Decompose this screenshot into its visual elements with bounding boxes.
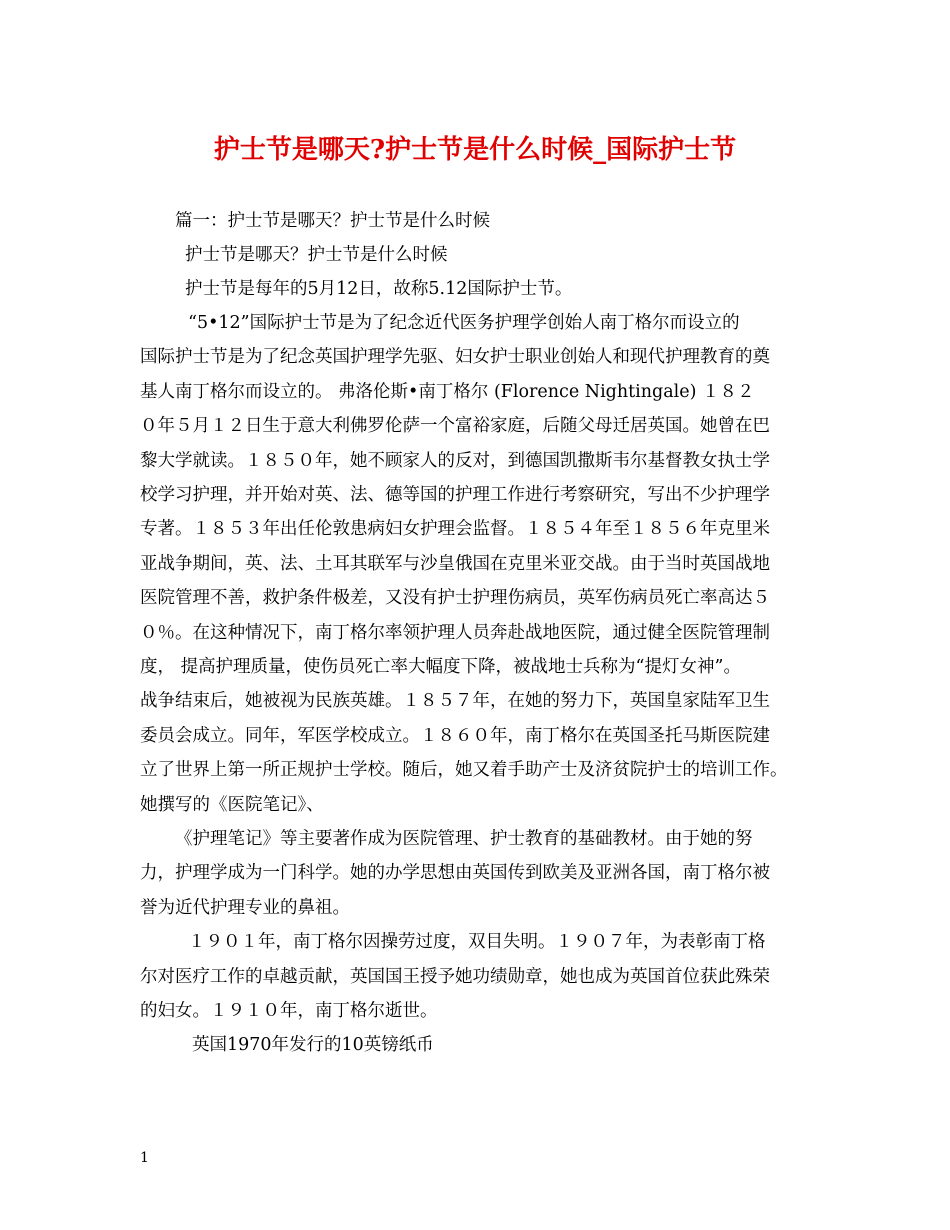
page-number: 1 (140, 1150, 149, 1166)
document-title: 护士节是哪天?护士节是什么时候_国际护士节 (213, 135, 737, 165)
body-line: 《护理笔记》等主要著作成为医院管理、护士教育的基础教材。由于她的努 (175, 829, 753, 849)
body-line: 力，护理学成为一门科学。她的办学思想由英国传到欧美及亚洲各国，南丁格尔被 (140, 863, 770, 883)
body-line: 英国1970年发行的10英镑纸币 (192, 1035, 434, 1055)
body-line: 黎大学就读。１８５０年，她不顾家人的反对，到德国凯撒斯韦尔基督教女执士学 (140, 451, 770, 471)
body-line: ０％。在这种情况下，南丁格尔率领护理人员奔赴战地医院，通过健全医院管理制 (140, 623, 770, 643)
body-line: １９０１年，南丁格尔因操劳过度，双目失明。１９０７年，为表彰南丁格 (188, 932, 766, 952)
body-line: 医院管理不善，救护条件极差，又没有护士护理伤病员，英军伤病员死亡率高达５ (140, 588, 770, 608)
body-line: 的妇女。１９１０年，南丁格尔逝世。 (140, 1001, 438, 1021)
body-line: 委员会成立。同年，军医学校成立。１８６０年，南丁格尔在英国圣托马斯医院建 (140, 726, 770, 746)
body-line: 她撰写的《医院笔记》、 (140, 795, 324, 815)
body-line: 立了世界上第一所正规护士学校。随后，她又着手助产士及济贫院护士的培训工作。 (140, 760, 788, 780)
body-line: 尔对医疗工作的卓越贡献，英国国王授予她功绩勋章，她也成为英国首位获此殊荣 (140, 967, 770, 987)
body-line: 战争结束后，她被视为民族英雄。１８５７年，在她的努力下，英国皇家陆军卫生 (140, 691, 770, 711)
body-line: 篇一：护士节是哪天？护士节是什么时候 (175, 211, 490, 231)
body-line: 度， 提高护理质量，使伤员死亡率大幅度下降，被战地士兵称为“提灯女神”。 (140, 657, 741, 677)
body-line: 基人南丁格尔而设立的。 弗洛伦斯•南丁格尔 (Florence Nightingale) １８２ (140, 382, 755, 402)
body-line: “5•12”国际护士节是为了纪念近代医务护理学创始人南丁格尔而设立的 (188, 313, 740, 333)
body-line: 誉为近代护理专业的鼻祖。 (140, 898, 350, 918)
body-line: 亚战争期间，英、法、土耳其联军与沙皇俄国在克里米亚交战。由于当时英国战地 (140, 554, 770, 574)
body-line: 校学习护理，并开始对英、法、德等国的护理工作进行考察研究，写出不少护理学 (140, 485, 770, 505)
body-line: 专著。１８５３年出任伦敦患病妇女护理会监督。１８５４年至１８５６年克里米 (140, 519, 770, 539)
body-line: 国际护士节是为了纪念英国护理学先驱、妇女护士职业创始人和现代护理教育的奠 (140, 347, 770, 367)
body-line: 护士节是每年的5月12日，故称5.12国际护士节。 (185, 279, 573, 299)
body-line: ０年５月１２日生于意大利佛罗伦萨一个富裕家庭，后随父母迁居英国。她曾在巴 (140, 416, 770, 436)
body-line: 护士节是哪天？护士节是什么时候 (185, 245, 448, 265)
